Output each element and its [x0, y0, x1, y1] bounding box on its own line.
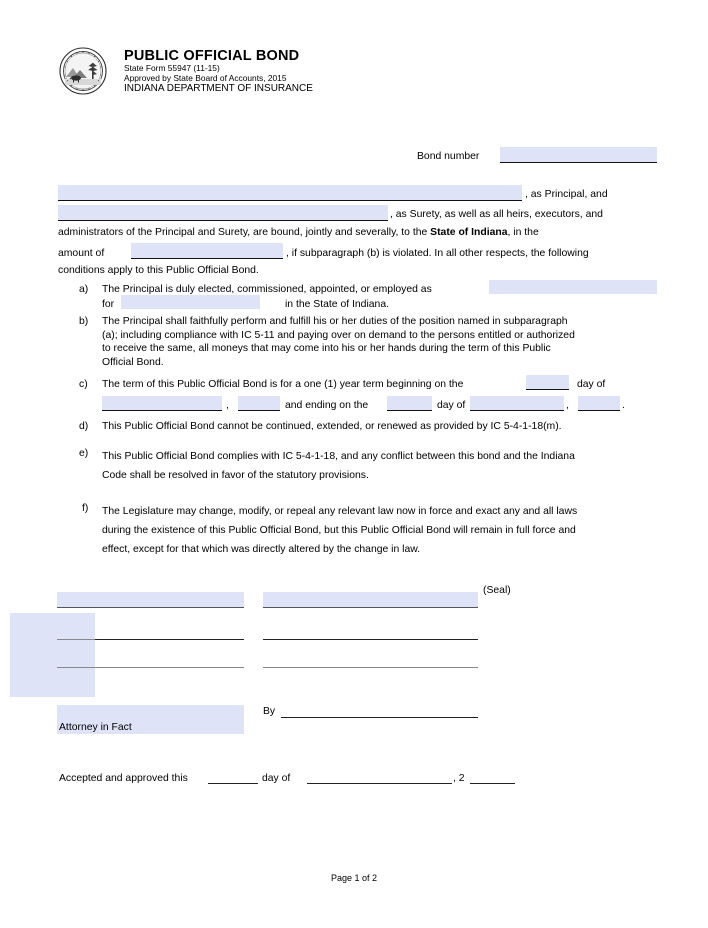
item-c-comma2: , — [566, 400, 569, 411]
item-b-line2: (a); including compliance with IC 5-11 and paying over on demand to the persons entitled or authorized — [102, 329, 575, 341]
issuing-department: INDIANA DEPARTMENT OF INSURANCE — [124, 83, 313, 95]
item-f-line2: during the existence of this Public Official Bond, but this Public Official Bond will remain in full force and — [102, 525, 576, 536]
end-year-input[interactable] — [578, 396, 620, 411]
by-label: By — [263, 706, 276, 717]
office-jurisdiction-input[interactable] — [121, 295, 260, 309]
list-marker-e: e) — [79, 448, 89, 459]
acceptance-day-rule — [208, 783, 258, 784]
page-title: PUBLIC OFFICIAL BOND — [124, 48, 300, 64]
seal-label: (Seal) — [483, 585, 511, 596]
item-f-line3: effect, except for that which was directly altered by the change in law. — [102, 544, 421, 555]
item-f-body — [102, 502, 577, 559]
attorney-in-fact-input[interactable] — [57, 705, 244, 720]
surety-suffix-text: , as Surety, as well as all heirs, executors, and — [390, 209, 603, 220]
bond-number-input[interactable] — [500, 147, 657, 163]
item-a-text1: The Principal is duly elected, commissioned, appointed, or employed as — [102, 284, 432, 295]
form-header-text — [124, 48, 313, 95]
position-title-input[interactable] — [489, 280, 657, 294]
amount-label: amount of — [58, 248, 105, 259]
principal-city-rule — [95, 667, 244, 668]
end-day-input[interactable] — [387, 396, 432, 411]
bond-line3-a: administrators of the Principal and Surety, are bound, jointly and severally, to the — [58, 227, 431, 238]
page-number-label: Page 1 of 2 — [330, 873, 378, 883]
by-signature-rule — [281, 717, 478, 718]
item-a-text2: for — [102, 299, 115, 310]
list-marker-a: a) — [79, 284, 89, 295]
bond-line3-b: , in the — [507, 227, 539, 238]
surety-signature-input[interactable] — [263, 592, 478, 607]
principal-signature-input[interactable] — [57, 592, 244, 607]
end-month-input[interactable] — [470, 396, 564, 411]
item-c-text1: The term of this Public Official Bond is for a one (1) year term beginning on the — [102, 379, 464, 390]
acceptance-text3: , 2 — [453, 773, 465, 784]
item-e-body — [102, 447, 575, 485]
acceptance-text2: day of — [262, 773, 291, 784]
item-e-line1: This Public Official Bond complies with IC 5-4-1-18, and any conflict between this bond and the Indiana — [102, 451, 575, 462]
item-b-line4: Official Bond. — [102, 356, 164, 368]
surety-address-rule — [263, 639, 478, 640]
list-marker-f: f) — [82, 503, 89, 514]
begin-month-input[interactable] — [102, 396, 222, 411]
item-e-line2: Code shall be resolved in favor of the statutory provisions. — [102, 470, 369, 481]
acceptance-text1: Accepted and approved this — [59, 773, 188, 784]
bond-line5: conditions apply to this Public Official Bond. — [58, 265, 259, 276]
item-c-text4: day of — [437, 400, 466, 411]
item-a-text3: in the State of Indiana. — [285, 299, 389, 310]
left-block-rule-3 — [57, 667, 95, 668]
item-b-line3: to receive the same, all moneys that may come into his or her hands during the term of this Public — [102, 343, 551, 355]
bond-line3 — [58, 226, 539, 240]
principal-address-rule — [95, 639, 244, 640]
begin-day-input[interactable] — [526, 375, 569, 390]
begin-year-input[interactable] — [238, 396, 280, 411]
form-number: State Form 55947 (11-15) — [124, 63, 220, 73]
amount-input[interactable] — [131, 243, 283, 259]
indiana-state-seal-icon — [59, 47, 107, 95]
item-c-period: . — [622, 400, 625, 411]
surety-name-input[interactable] — [58, 205, 388, 221]
item-d-text: This Public Official Bond cannot be continued, extended, or renewed as provided by IC 5-4-1-18(m). — [102, 421, 562, 432]
item-b-body — [102, 315, 575, 369]
acceptance-year-rule — [470, 783, 515, 784]
form-approval: Approved by State Board of Accounts, 2015 — [124, 72, 287, 83]
list-marker-b: b) — [79, 316, 89, 327]
state-of-indiana-text: State of Indiana — [430, 227, 508, 238]
principal-signature-rule — [57, 607, 244, 608]
bond-number-label: Bond number — [417, 151, 480, 162]
acceptance-month-rule — [307, 783, 452, 784]
principal-suffix-text: , as Principal, and — [525, 189, 608, 200]
page-footer — [0, 873, 708, 883]
item-c-text2: day of — [577, 379, 606, 390]
left-block-rule-2 — [57, 639, 95, 640]
attorney-in-fact-label: Attorney in Fact — [59, 722, 132, 733]
principal-name-input[interactable] — [58, 185, 522, 201]
surety-signature-rule — [263, 607, 478, 608]
item-c-comma1: , — [226, 400, 229, 411]
amount-suffix-text: , if subparagraph (b) is violated. In all other respects, the following — [286, 248, 589, 259]
left-margin-field-block[interactable] — [10, 613, 95, 697]
item-f-line1: The Legislature may change, modify, or repeal any relevant law now in force and exact any and all laws — [102, 506, 578, 517]
list-marker-d: d) — [79, 421, 89, 432]
surety-city-rule — [263, 667, 478, 668]
list-marker-c: c) — [79, 379, 88, 390]
item-c-text3: and ending on the — [285, 400, 369, 411]
item-b-line1: The Principal shall faithfully perform and fulfill his or her duties of the position named in subparagraph — [102, 316, 568, 327]
